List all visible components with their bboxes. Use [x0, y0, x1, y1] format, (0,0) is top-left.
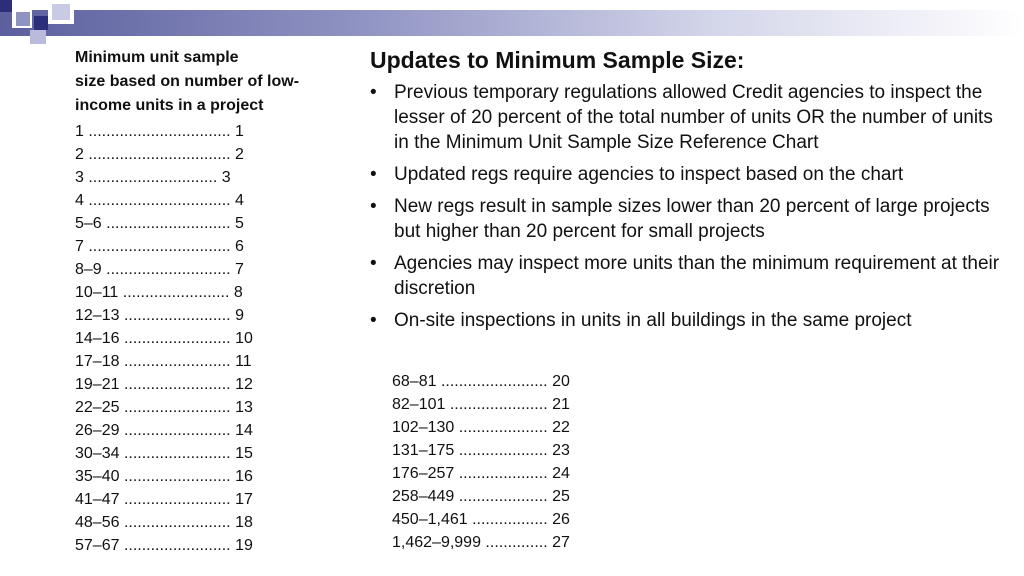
chart-row: 2 ................................ 2	[75, 146, 244, 163]
header-square	[52, 4, 70, 20]
bullet-icon: •	[370, 196, 377, 217]
chart-row: 7 ................................ 6	[75, 238, 244, 255]
bullet-list	[370, 80, 1010, 333]
chart-row: 41–47 ........................ 17	[75, 491, 253, 508]
bullet-text: Updated regs require agencies to inspect based on the chart	[394, 164, 904, 185]
bullet-item	[370, 308, 1010, 333]
chart-row: 26–29 ........................ 14	[75, 422, 253, 439]
chart-row: 17–18 ........................ 11	[75, 353, 252, 370]
chart-row: 5–6 ............................ 5	[75, 215, 244, 232]
chart-row: 1 ................................ 1	[75, 123, 244, 140]
chart-row: 3 ............................. 3	[75, 169, 231, 186]
chart-row: 68–81 ........................ 20	[392, 373, 570, 390]
header-gradient-bar	[0, 10, 1024, 36]
chart-row: 57–67 ........................ 19	[75, 537, 253, 554]
bullet-item	[370, 194, 1010, 244]
chart-row: 82–101 ...................... 21	[392, 396, 570, 413]
bullet-icon: •	[370, 310, 377, 331]
bullet-text: New regs result in sample sizes lower than 20 percent of large projects but higher than 20 percent for small projects	[394, 196, 990, 242]
chart-rows	[75, 120, 355, 557]
chart-heading-line: Minimum unit sample	[75, 49, 239, 66]
bullet-icon: •	[370, 253, 377, 274]
page-title: Updates to Minimum Sample Size:	[370, 47, 745, 73]
bullet-text: On-site inspections in units in all buildings in the same project	[394, 310, 912, 331]
header-square	[34, 16, 48, 30]
bullet-text: Previous temporary regulations allowed Credit agencies to inspect the lesser of 20 percent of the total number of units OR the number of units in the Minimum Unit Sample Size Reference Chart	[394, 82, 993, 153]
bullet-item	[370, 251, 1010, 301]
chart-row: 131–175 .................... 23	[392, 442, 570, 459]
chart-heading-line: income units in a project	[75, 97, 264, 114]
chart-row: 19–21 ........................ 12	[75, 376, 253, 393]
sample-size-chart	[75, 46, 355, 557]
chart-row: 1,462–9,999 .............. 27	[392, 534, 570, 551]
chart-continuation	[392, 370, 570, 554]
chart-row: 30–34 ........................ 15	[75, 445, 253, 462]
header-square	[30, 30, 46, 44]
bullet-text: Agencies may inspect more units than the minimum requirement at their discretion	[394, 253, 1000, 299]
chart-row: 12–13 ........................ 9	[75, 307, 244, 324]
chart-row: 450–1,461 ................. 26	[392, 511, 570, 528]
header-square	[0, 0, 12, 12]
chart-heading-line: size based on number of low-	[75, 73, 300, 90]
chart-row: 48–56 ........................ 18	[75, 514, 253, 531]
chart-heading	[75, 46, 355, 118]
bullet-item	[370, 80, 1010, 155]
bullet-item	[370, 162, 1010, 187]
chart-row: 22–25 ........................ 13	[75, 399, 253, 416]
bullet-icon: •	[370, 164, 377, 185]
header-square	[16, 12, 30, 26]
chart-row: 35–40 ........................ 16	[75, 468, 253, 485]
chart-row: 4 ................................ 4	[75, 192, 244, 209]
updates-panel	[370, 44, 1010, 340]
bullet-icon: •	[370, 82, 377, 103]
chart-row: 102–130 .................... 22	[392, 419, 570, 436]
chart-row: 176–257 .................... 24	[392, 465, 570, 482]
chart-row: 14–16 ........................ 10	[75, 330, 253, 347]
chart-row: 10–11 ........................ 8	[75, 284, 243, 301]
chart-row: 8–9 ............................ 7	[75, 261, 244, 278]
chart-row: 258–449 .................... 25	[392, 488, 570, 505]
